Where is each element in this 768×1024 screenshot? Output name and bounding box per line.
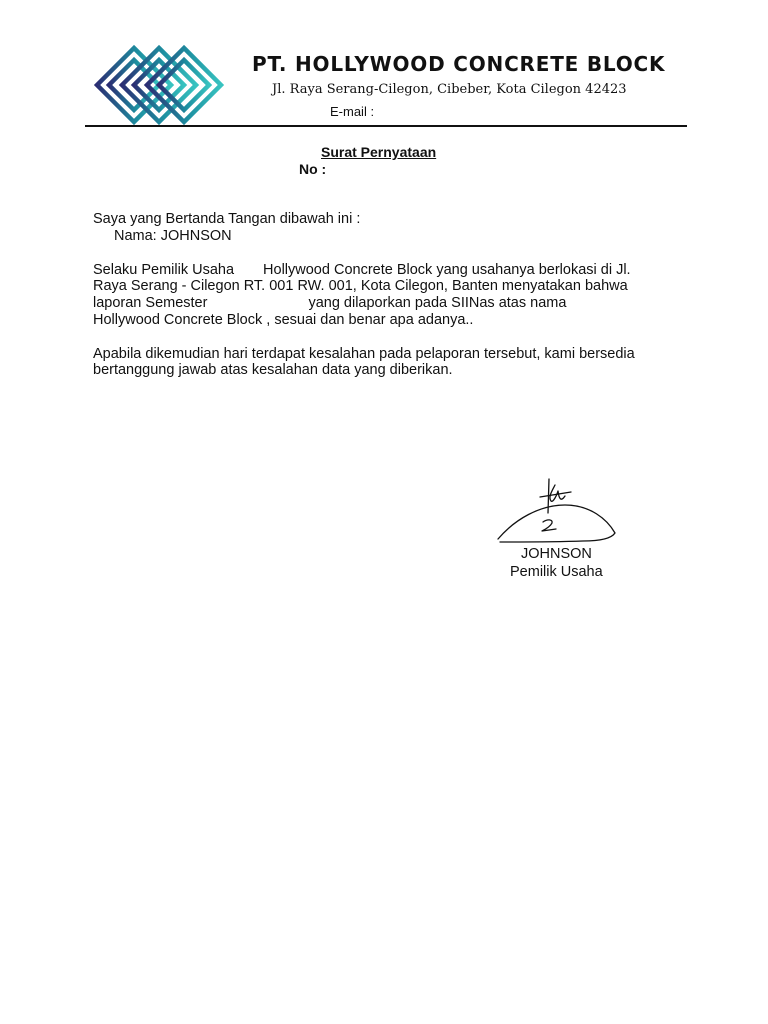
company-address: Jl. Raya Serang-Cilegon, Cibeber, Kota Cilegon 42423 (272, 82, 627, 97)
siinas-text: yang dilaporkan pada SIINas atas nama (308, 295, 567, 311)
name-line: Nama: JOHNSON (114, 228, 232, 244)
statement-line-1 (93, 262, 631, 278)
company-name: PT. HOLLYWOOD CONCRETE BLOCK (252, 52, 666, 76)
signatory-role: Pemilik Usaha (510, 564, 603, 580)
semester-label: laporan Semester (93, 295, 208, 311)
email-label: E-mail : (330, 104, 375, 119)
statement-role: Selaku Pemilik Usaha (93, 262, 235, 278)
header-divider (85, 125, 687, 127)
statement-line-4: Hollywood Concrete Block , sesuai dan benar apa adanya.. (93, 312, 474, 328)
statement-line-3 (93, 295, 566, 311)
company-logo-icon (94, 44, 224, 126)
liability-line-1: Apabila dikemudian hari terdapat kesalahan pada pelaporan tersebut, kami bersedia (93, 346, 635, 362)
document-number: No : (299, 161, 327, 177)
handwritten-signature-icon (495, 475, 620, 547)
document-title: Surat Pernyataan (321, 144, 437, 160)
intro-line: Saya yang Bertanda Tangan dibawah ini : (93, 211, 361, 227)
statement-line-2: Raya Serang - Cilegon RT. 001 RW. 001, Kota Cilegon, Banten menyatakan bahwa (93, 278, 628, 294)
signatory-name: JOHNSON (521, 546, 592, 562)
liability-line-2: bertanggung jawab atas kesalahan data yang diberikan. (93, 362, 453, 378)
statement-company: Hollywood Concrete Block yang usahanya berlokasi di Jl. (263, 262, 631, 278)
